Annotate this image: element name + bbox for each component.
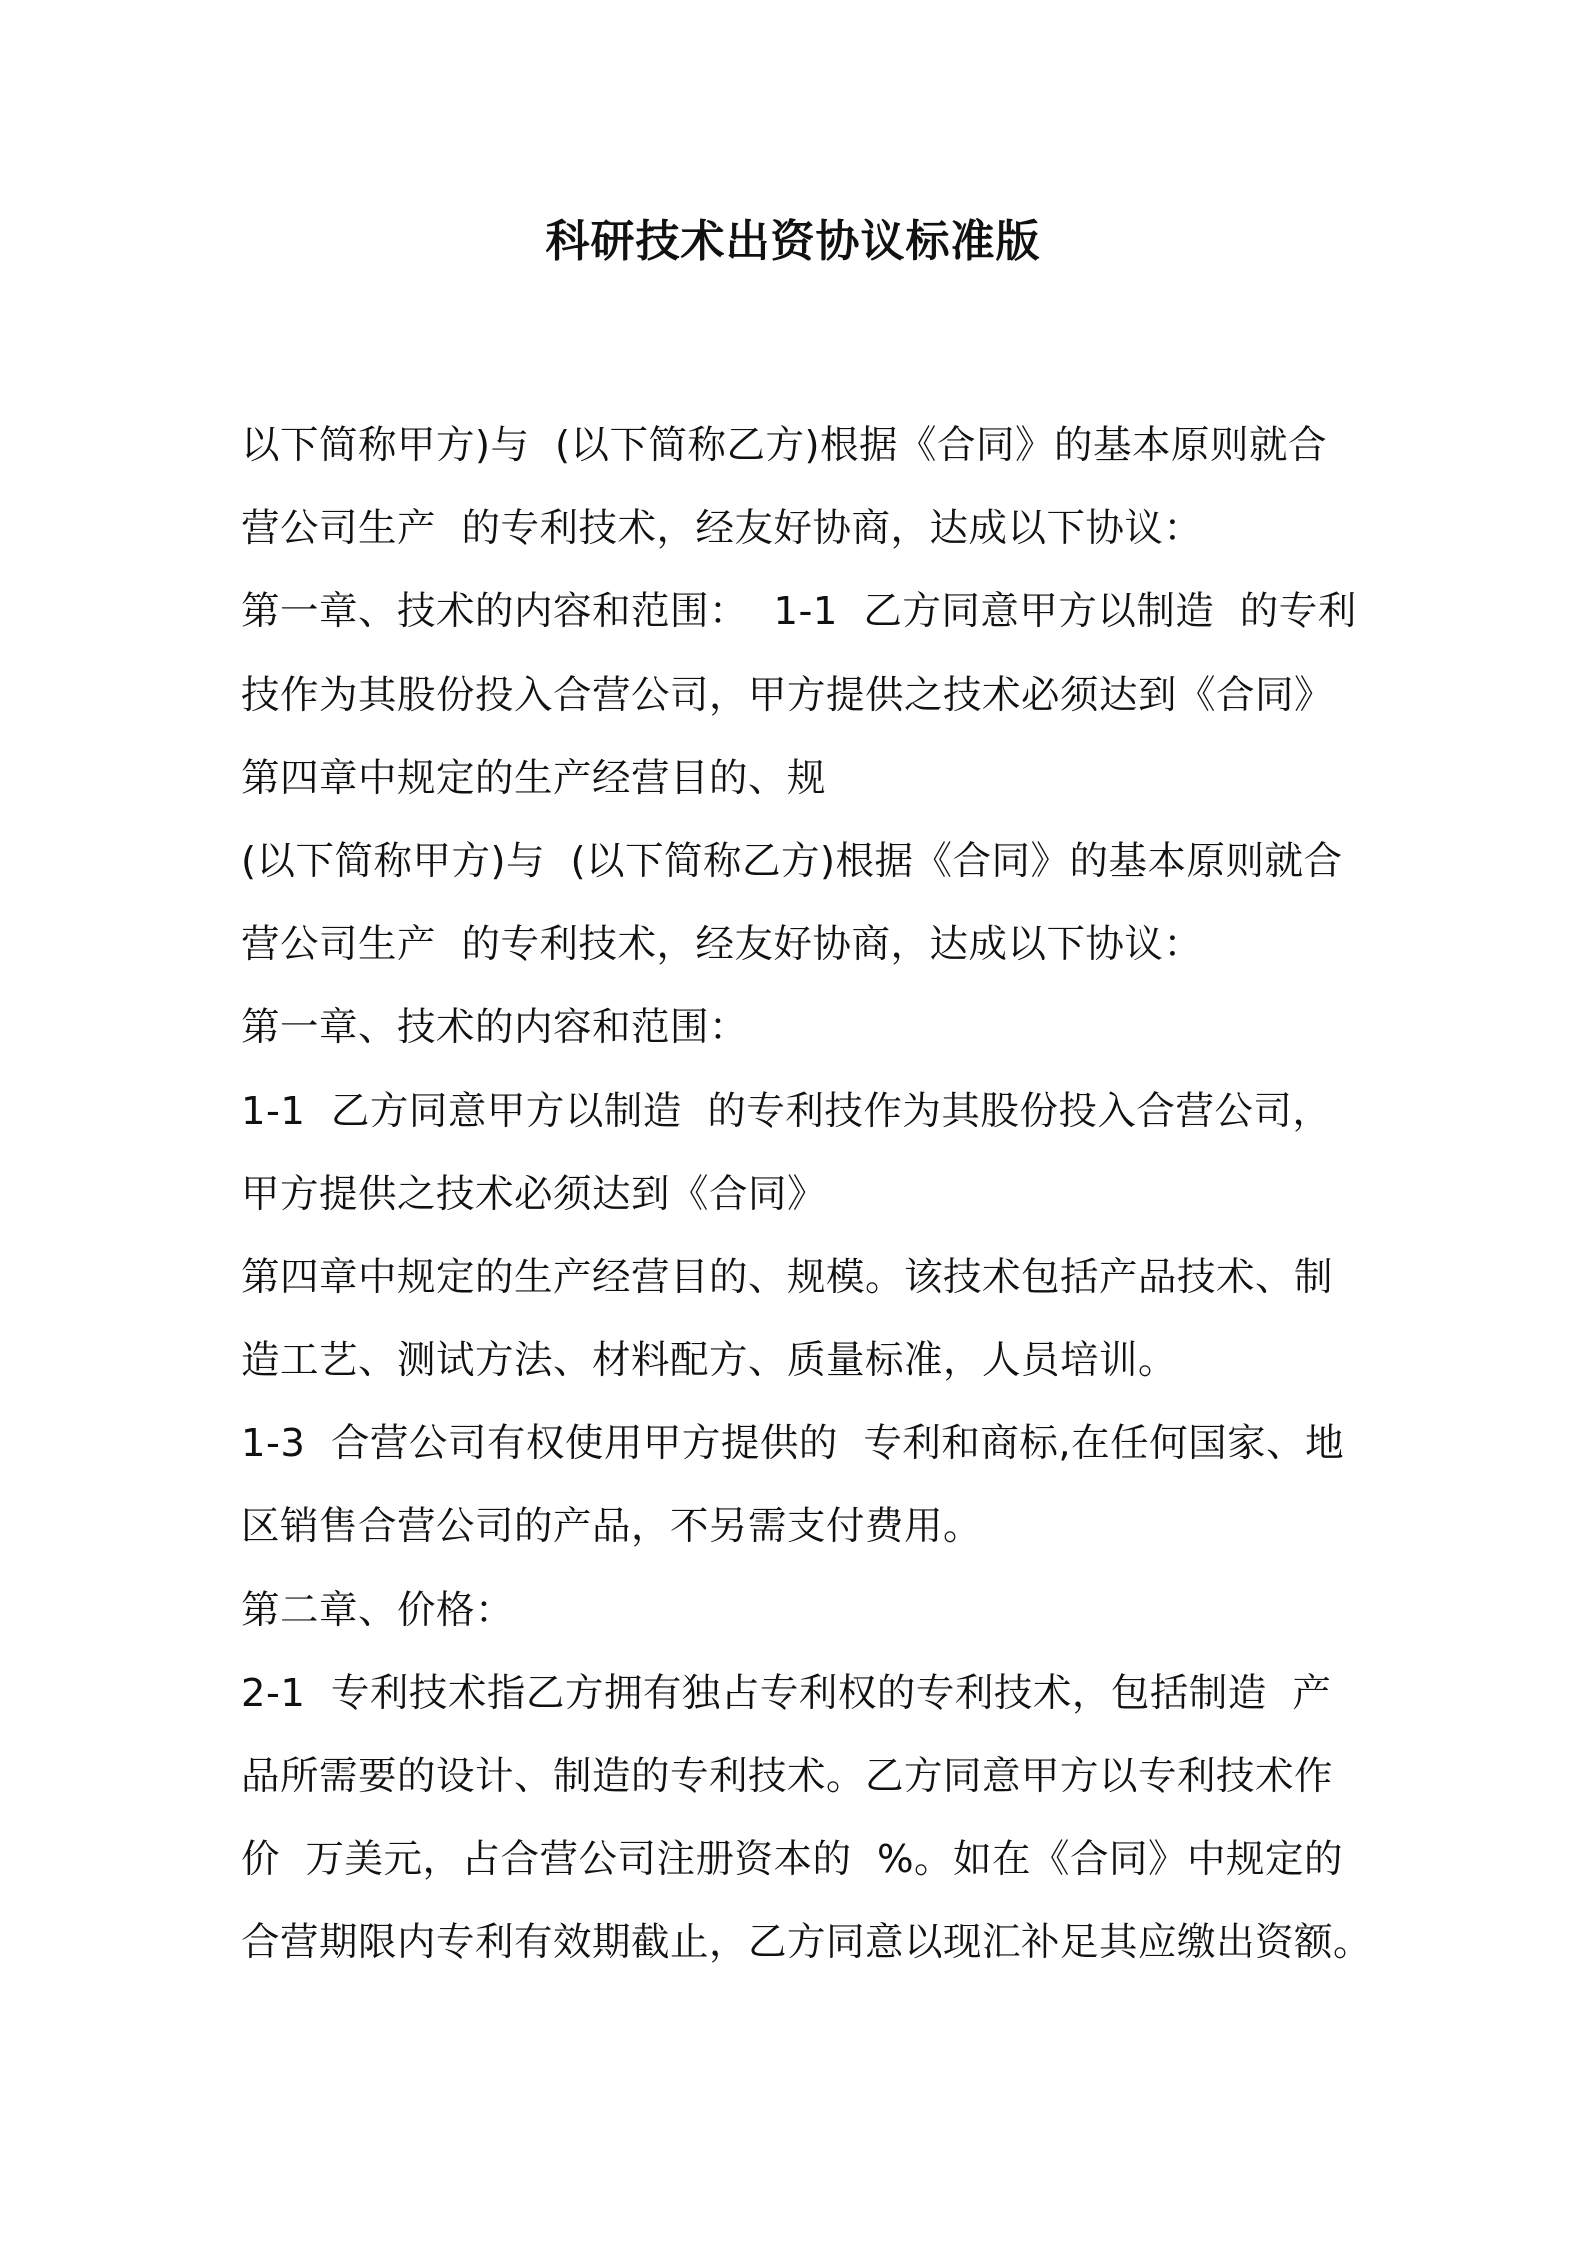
body-line: 品所需要的设计、制造的专利技术。乙方同意甲方以专利技术作 — [241, 1754, 1334, 1799]
body-line: 第四章中规定的生产经营目的、规模。该技术包括产品技术、制 — [241, 1254, 1334, 1300]
body-line: 1-1 乙方同意甲方以制造 的专利技作为其股份投入合营公司， — [241, 1088, 1332, 1134]
body-line: 第一章、技术的内容和范围： — [241, 1005, 749, 1051]
body-line: 营公司生产 的专利技术，经友好协商，达成以下协议： — [241, 922, 1203, 968]
body-line: 价 万美元，占合营公司注册资本的 %。如在《合同》中规定的 — [241, 1837, 1344, 1883]
body-line: 第一章、技术的内容和范围： 1-1 乙方同意甲方以制造 的专利 — [241, 589, 1357, 635]
body-line: 区销售合营公司的产品，不另需支付费用。 — [241, 1504, 983, 1550]
body-line: 营公司生产 的专利技术，经友好协商，达成以下协议： — [241, 506, 1203, 552]
body-line: 第四章中规定的生产经营目的、规 — [241, 755, 827, 801]
body-line: 第二章、价格： — [241, 1587, 515, 1633]
body-line: 以下简称甲方)与 (以下简称乙方)根据《合同》的基本原则就合 — [241, 423, 1328, 468]
document-body — [241, 404, 1481, 1985]
document-title: 科研技术出资协议标准版 — [545, 216, 1041, 267]
body-line: 1-3 合营公司有权使用甲方提供的 专利和商标,在任何国家、地 — [241, 1421, 1345, 1467]
body-line: 甲方提供之技术必须达到《合同》 — [241, 1171, 827, 1217]
body-line: 合营期限内专利有效期截止，乙方同意以现汇补足其应缴出资额。 — [241, 1920, 1373, 1966]
body-line: 造工艺、测试方法、材料配方、质量标准，人员培训。 — [241, 1338, 1178, 1384]
body-line: 2-1 专利技术指乙方拥有独占专利权的专利技术，包括制造 产 — [241, 1670, 1332, 1716]
body-line: (以下简称甲方)与 (以下简称乙方)根据《合同》的基本原则就合 — [241, 838, 1343, 884]
body-line: 技作为其股份投入合营公司，甲方提供之技术必须达到《合同》 — [241, 672, 1334, 718]
